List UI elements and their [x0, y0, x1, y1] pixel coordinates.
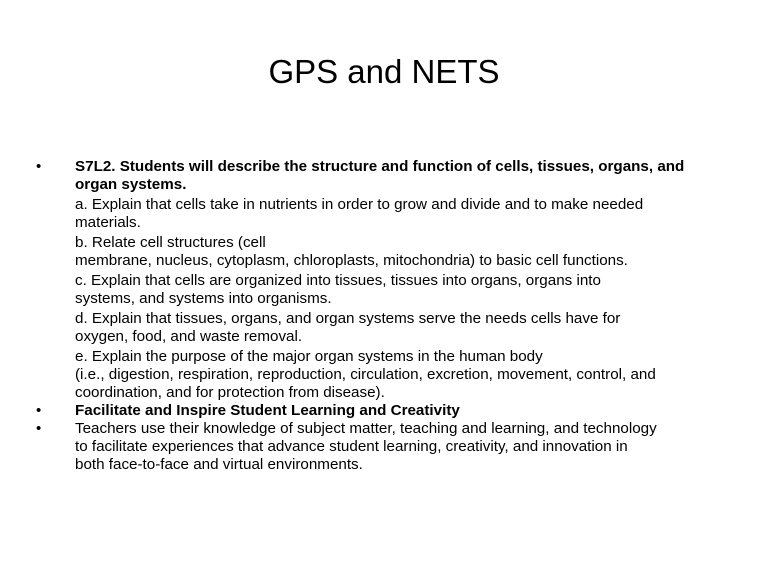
sub-item-line: (i.e., digestion, respiration, reproduction, circulation, excretion, movement, control, and — [75, 366, 656, 383]
sub-item-b — [75, 234, 736, 270]
sub-item-line: c. Explain that cells are organized into tissues, tissues into organs, organs into — [75, 272, 601, 289]
heading-line: Facilitate and Inspire Student Learning and Creativity — [75, 402, 460, 419]
sub-item-line: membrane, nucleus, cytoplasm, chloroplasts, mitochondria) to basic cell functions. — [75, 252, 628, 269]
slide-title: GPS and NETS — [268, 53, 500, 90]
bullet-heading — [75, 158, 736, 194]
sub-item-line: materials. — [75, 214, 141, 231]
sub-item-line: oxygen, food, and waste removal. — [75, 328, 303, 345]
bullet-item-teachers — [36, 420, 736, 474]
sub-item-d — [75, 310, 736, 346]
sub-item-a — [75, 196, 736, 232]
heading-line: organ systems. — [75, 176, 187, 193]
sub-item-c — [75, 272, 736, 308]
body-line: to facilitate experiences that advance student learning, creativity, and innovation in — [75, 438, 628, 455]
sub-item-line: systems, and systems into organisms. — [75, 290, 332, 307]
sub-item-e — [75, 348, 736, 402]
bullet-icon: • — [36, 158, 42, 175]
sub-item-line: a. Explain that cells take in nutrients in order to grow and divide and to make needed — [75, 196, 644, 213]
body-line: Teachers use their knowledge of subject matter, teaching and learning, and technology — [75, 420, 657, 437]
body-line: both face-to-face and virtual environments. — [75, 456, 363, 473]
bullet-list — [36, 158, 736, 474]
bullet-item-s7l2 — [36, 158, 736, 402]
bullet-icon: • — [36, 402, 42, 419]
bullet-body — [75, 420, 736, 474]
bullet-item-facilitate — [36, 402, 736, 420]
bullet-heading — [75, 402, 736, 420]
sub-item-line: e. Explain the purpose of the major organ systems in the human body — [75, 348, 543, 365]
sub-item-line: coordination, and for protection from disease). — [75, 384, 385, 401]
sub-item-line: b. Relate cell structures (cell — [75, 234, 266, 251]
heading-line: S7L2. Students will describe the structure and function of cells, tissues, organs, and — [75, 158, 685, 175]
bullet-icon: • — [36, 420, 42, 437]
sub-item-line: d. Explain that tissues, organs, and organ systems serve the needs cells have for — [75, 310, 621, 327]
